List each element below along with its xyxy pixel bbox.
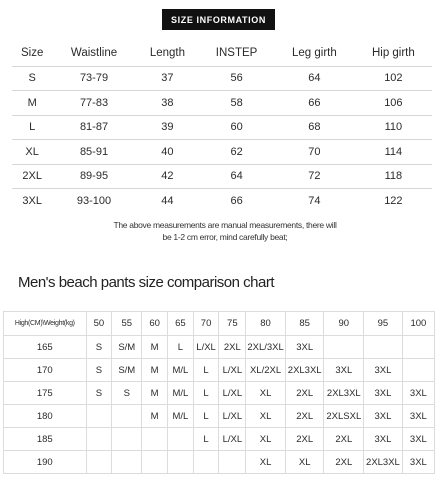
- size-recommendation-cell: L/XL: [219, 382, 246, 405]
- comparison-row: [4, 382, 435, 405]
- size-recommendation-cell: XL: [246, 405, 286, 428]
- size-recommendation-cell: [324, 336, 364, 359]
- size-recommendation-cell: L/XL: [193, 336, 219, 359]
- size-cell: 60: [199, 115, 274, 140]
- size-row: [12, 189, 432, 214]
- note-line-1: The above measurements are manual measurements, there will: [113, 220, 337, 230]
- height-cell: 190: [4, 451, 87, 474]
- comparison-row: [4, 451, 435, 474]
- size-recommendation-cell: 2XL/3XL: [246, 336, 286, 359]
- size-recommendation-cell: [193, 451, 219, 474]
- size-recommendation-cell: L: [193, 382, 219, 405]
- size-recommendation-cell: L: [193, 405, 219, 428]
- size-recommendation-cell: [142, 428, 168, 451]
- size-cell: 3XL: [22, 195, 42, 207]
- size-cell: 42: [136, 164, 199, 189]
- size-cell: 74: [308, 195, 321, 207]
- size-recommendation-cell: 3XL: [364, 405, 403, 428]
- size-recommendation-cell: S: [86, 382, 112, 405]
- size-cell: 66: [274, 91, 355, 116]
- size-column-header: Waistline: [52, 40, 135, 66]
- size-cell: 39: [136, 115, 199, 140]
- size-column-header: Length: [136, 40, 199, 66]
- size-recommendation-cell: [86, 428, 112, 451]
- size-recommendation-cell: 2XLSXL: [324, 405, 364, 428]
- size-cell: L: [12, 115, 52, 140]
- size-cell: M: [12, 91, 52, 116]
- size-column-header: INSTEP: [199, 40, 274, 66]
- size-recommendation-cell: 3XL: [402, 428, 434, 451]
- size-row: [12, 66, 432, 91]
- size-recommendation-cell: XL/2XL: [246, 359, 286, 382]
- size-cell: 64: [199, 164, 274, 189]
- size-table-body: [12, 66, 432, 213]
- size-recommendation-cell: M/L: [168, 359, 194, 382]
- size-cell: 118: [355, 164, 432, 189]
- size-cell: 37: [136, 66, 199, 91]
- size-recommendation-cell: [86, 405, 112, 428]
- size-cell: 62: [199, 140, 274, 165]
- size-recommendation-cell: M: [142, 359, 168, 382]
- size-recommendation-cell: M/L: [168, 382, 194, 405]
- size-column-header: Leg girth: [274, 40, 355, 66]
- size-cell: 81-87: [52, 115, 135, 140]
- size-cell: 44: [161, 195, 174, 207]
- height-cell: 180: [4, 405, 87, 428]
- size-recommendation-cell: S: [86, 359, 112, 382]
- comparison-row: [4, 336, 435, 359]
- size-cell: 56: [199, 66, 274, 91]
- weight-column-header: 70: [193, 312, 219, 336]
- height-cell: 175: [4, 382, 87, 405]
- comparison-table: [3, 311, 435, 474]
- size-recommendation-cell: 3XL: [364, 359, 403, 382]
- comparison-row: [4, 428, 435, 451]
- size-recommendation-cell: L: [168, 336, 194, 359]
- height-cell: 185: [4, 428, 87, 451]
- size-recommendation-cell: [168, 451, 194, 474]
- size-recommendation-cell: 3XL: [402, 405, 434, 428]
- size-cell: 93-100: [76, 195, 112, 207]
- size-recommendation-cell: 3XL: [364, 382, 403, 405]
- weight-column-header: 100: [402, 312, 434, 336]
- comparison-header-row: [4, 312, 435, 336]
- size-recommendation-cell: 2XL3XL: [364, 451, 403, 474]
- size-cell: 72: [274, 164, 355, 189]
- weight-column-header: 60: [142, 312, 168, 336]
- size-recommendation-cell: 2XL: [285, 382, 324, 405]
- size-recommendation-cell: [112, 428, 142, 451]
- note-line-2: be 1-2 cm error, mind carefully beat;: [162, 232, 288, 242]
- size-recommendation-cell: 2XL3XL: [285, 359, 324, 382]
- size-cell: XL: [12, 140, 52, 165]
- size-cell: 38: [136, 91, 199, 116]
- size-cell: 89-95: [52, 164, 135, 189]
- size-recommendation-cell: [219, 451, 246, 474]
- size-recommendation-cell: 2XL: [219, 336, 246, 359]
- size-cell: 77-83: [52, 91, 135, 116]
- size-recommendation-cell: 2XL3XL: [324, 382, 364, 405]
- size-recommendation-cell: M: [142, 382, 168, 405]
- size-recommendation-cell: 3XL: [285, 336, 324, 359]
- size-recommendation-cell: XL: [246, 382, 286, 405]
- height-cell: 170: [4, 359, 87, 382]
- size-row: [12, 115, 432, 140]
- size-recommendation-cell: 3XL: [324, 359, 364, 382]
- size-recommendation-cell: XL: [285, 451, 324, 474]
- size-recommendation-cell: [402, 336, 434, 359]
- size-recommendation-cell: [112, 451, 142, 474]
- size-recommendation-cell: M: [142, 336, 168, 359]
- size-cell: S: [12, 66, 52, 91]
- size-recommendation-cell: S: [86, 336, 112, 359]
- size-recommendation-cell: 3XL: [402, 451, 434, 474]
- height-weight-corner-label: High(CM)\Weight(kg): [4, 312, 87, 336]
- size-cell: 70: [274, 140, 355, 165]
- size-cell: 114: [355, 140, 432, 165]
- size-cell: 68: [274, 115, 355, 140]
- size-cell: 85-91: [52, 140, 135, 165]
- size-recommendation-cell: M: [142, 405, 168, 428]
- size-cell: 122: [384, 195, 403, 207]
- size-column-header: Hip girth: [355, 40, 432, 66]
- weight-column-header: 75: [219, 312, 246, 336]
- comparison-chart-title: Men's beach pants size comparison chart: [18, 274, 275, 291]
- size-table: [12, 40, 432, 213]
- size-recommendation-cell: 2XL: [285, 405, 324, 428]
- size-cell: 2XL: [12, 164, 52, 189]
- size-cell: 58: [199, 91, 274, 116]
- size-cell: 110: [355, 115, 432, 140]
- size-cell: 102: [355, 66, 432, 91]
- weight-column-header: 50: [86, 312, 112, 336]
- comparison-row: [4, 359, 435, 382]
- size-recommendation-cell: [364, 336, 403, 359]
- size-recommendation-cell: M/L: [168, 405, 194, 428]
- size-recommendation-cell: S/M: [112, 336, 142, 359]
- size-cell: 106: [355, 91, 432, 116]
- size-cell: 64: [274, 66, 355, 91]
- size-recommendation-cell: XL: [246, 451, 286, 474]
- size-recommendation-cell: S: [112, 382, 142, 405]
- weight-column-header: 80: [246, 312, 286, 336]
- size-recommendation-cell: [168, 428, 194, 451]
- size-column-header: Size: [12, 40, 52, 66]
- size-recommendation-cell: 2XL: [324, 428, 364, 451]
- weight-column-header: 55: [112, 312, 142, 336]
- weight-column-header: 65: [168, 312, 194, 336]
- size-recommendation-cell: XL: [246, 428, 286, 451]
- size-cell: 40: [136, 140, 199, 165]
- size-recommendation-cell: L: [193, 428, 219, 451]
- size-recommendation-cell: L/XL: [219, 359, 246, 382]
- size-recommendation-cell: [112, 405, 142, 428]
- comparison-row: [4, 405, 435, 428]
- height-cell: 165: [4, 336, 87, 359]
- size-recommendation-cell: 3XL: [364, 428, 403, 451]
- weight-column-header: 95: [364, 312, 403, 336]
- size-recommendation-cell: [86, 451, 112, 474]
- size-cell: 73-79: [52, 66, 135, 91]
- size-recommendation-cell: [142, 451, 168, 474]
- size-recommendation-cell: L/XL: [219, 405, 246, 428]
- size-recommendation-cell: 2XL: [324, 451, 364, 474]
- size-cell: 66: [230, 195, 243, 207]
- size-recommendation-cell: 3XL: [402, 382, 434, 405]
- weight-column-header: 85: [285, 312, 324, 336]
- comparison-body: [4, 336, 435, 474]
- size-recommendation-cell: 2XL: [285, 428, 324, 451]
- size-row: [12, 164, 432, 189]
- size-information-badge: SIZE INFORMATION: [162, 9, 275, 30]
- measurement-note: [85, 219, 365, 243]
- size-recommendation-cell: L/XL: [219, 428, 246, 451]
- size-table-header-row: [12, 40, 432, 66]
- size-recommendation-cell: S/M: [112, 359, 142, 382]
- size-recommendation-cell: [402, 359, 434, 382]
- size-row: [12, 140, 432, 165]
- size-recommendation-cell: L: [193, 359, 219, 382]
- size-row: [12, 91, 432, 116]
- weight-column-header: 90: [324, 312, 364, 336]
